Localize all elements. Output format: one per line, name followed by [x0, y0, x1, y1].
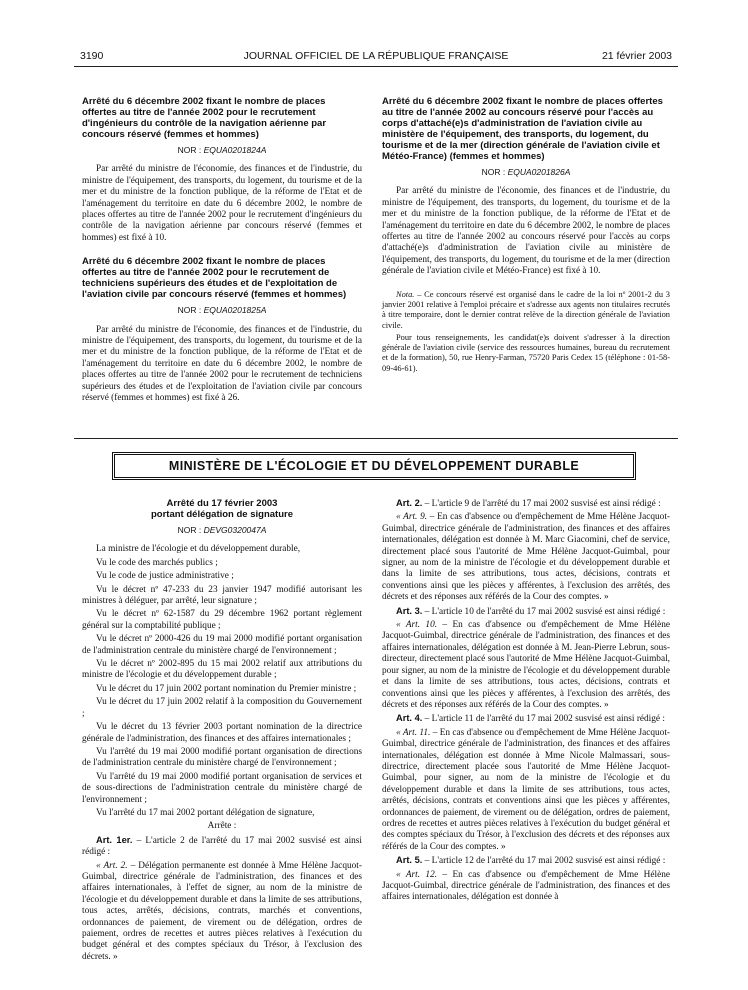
visa-11: Vu l'arrêté du 19 mai 2000 modifié portant organisation de services et de sous-directions de l'administration centrale du ministère chargé de l'environnement ;	[82, 771, 362, 805]
arrete-title-1: Arrêté du 6 décembre 2002 fixant le nombre de places offertes au titre de l'année 2002 pour le recrutement d'ingénieurs du contrôle de la navigation aérienne par concours réservé (femmes et hommes)	[82, 96, 327, 140]
arrete-body-1: Par arrêté du ministre de l'économie, des finances et de l'industrie, du ministre de l'équipement, des transports, du logement, du tourisme et de la mer et du ministre de la fonction publique, de la réforme de l'Etat et de l'aménagement du territoire en date du 6 décembre 2002, le nombre de places offertes au titre de l'année 2002 pour le recrutement d'ingénieurs du contrôle de la navigation aérienne par concours réservé (femmes et hommes) est fixé à 10.	[82, 164, 362, 243]
section-rule	[74, 438, 678, 439]
article-5: Art. 5. – L'article 12 de l'arrêté du 17 mai 2002 susvisé est ainsi rédigé :	[396, 855, 666, 867]
article-2: Art. 2. – L'article 9 de l'arrêté du 17 mai 2002 susvisé est ainsi rédigé :	[396, 498, 661, 509]
visa-2: Vu le code de justice administrative ;	[96, 571, 234, 582]
visa-4: Vu le décret nº 62-1587 du 29 décembre 1962 portant règlement général sur la comptabilité publique ;	[82, 609, 362, 631]
running-header	[80, 50, 672, 64]
nor-reference-2: NOR : EQUA0201825A	[177, 305, 267, 316]
bottom-left-column	[82, 498, 362, 965]
decree-subtitle: portant délégation de signature	[151, 509, 293, 520]
decree-title: Arrêté du 17 février 2003	[166, 498, 278, 509]
visa-9: Vu le décret du 13 février 2003 portant nomination de la directrice générale de l'administration, des finances et des affaires internationales ;	[82, 722, 362, 744]
visa-3: Vu le décret nº 47-233 du 23 janvier 1947 modifié autorisant les ministres à déléguer, par arrêté, leur signature ;	[82, 584, 362, 607]
contact-info: Pour tous renseignements, les candidat(e)s doivent s'adresser à la direction générale de l'aviation civile (service des ressources humaines, bureau du recrutement et de la formation), 50, rue Henry-Farman, 75720 Paris Cedex 15 (téléphone : 01-58-09-46-61).	[382, 332, 670, 373]
visa-8: Vu le décret du 17 juin 2002 relatif à la composition du Gouvernement ;	[82, 697, 362, 719]
visa-7: Vu le décret du 17 juin 2002 portant nomination du Premier ministre ;	[96, 683, 357, 694]
article-4: Art. 4. – L'article 11 de l'arrêté du 17 mai 2002 susvisé est ainsi rédigé :	[396, 713, 665, 725]
article-2-quote: « Art. 9. – En cas d'absence ou d'empêchement de Mme Hélène Jacquot-Guimbal, directrice générale de l'administration, des finances et des affaires internationales, délégation est donnée à M. Marc Giacomini, chef de service, directement placé sous l'autorité de Mme Hélène Jacquot-Guimbal, pour signer, au nom de la ministre de l'écologie et du développement durable et dans la limite de ses attributions, tous actes, décisions, contrats et conventions ainsi que les pièces y afférentes, à l'exclusion des arrêtés, des décrets et des réponses aux référés de la Cour des comptes. »	[382, 512, 671, 603]
visa-5: Vu le décret nº 2000-426 du 19 mai 2000 modifié portant organisation de l'administration centrale du ministère chargé de l'environnement ;	[82, 634, 362, 656]
visa-0: La ministre de l'écologie et du développement durable,	[96, 544, 301, 555]
article-1: Art. 1er. – L'article 2 de l'arrêté du 17 mai 2002 susvisé est ainsi rédigé :	[82, 834, 363, 858]
article-3-quote: « Art. 10. – En cas d'absence ou d'empêchement de Mme Hélène Jacquot-Guimbal, directrice générale de l'administration, des finances et des affaires internationales, délégation est donnée à M. Jean-Pierre Lebrun, sous-directeur, directement placé sous l'autorité de Mme Hélène Jacquot-Guimbal, pour signer, au nom de la ministre de l'écologie et du développement durable et dans la limite de ses attributions, tous actes, décisions, contrats et conventions ainsi que les pièces y afférentes, à l'exclusion des arrêtés, des décrets et des réponses aux référés de la Cour des comptes. »	[382, 620, 670, 710]
header-rule	[74, 66, 678, 67]
visa-10: Vu l'arrêté du 19 mai 2000 modifié portant organisation de directions de l'administration centrale du ministère chargé de l'environnement ;	[82, 746, 362, 769]
ministry-heading: MINISTÈRE DE L'ÉCOLOGIE ET DU DÉVELOPPEMENT DURABLE	[112, 452, 636, 480]
arrete-title-3: Arrêté du 6 décembre 2002 fixant le nombre de places offertes au titre de l'année 2002 au concours réservé pour l'accès au corps d'attaché(e)s d'administration de l'aviation civile au ministère de l'équipement, des transports, du logement, du tourisme et de la mer (direction générale de l'aviation civile et Météo-France) (femmes et hommes)	[382, 96, 663, 162]
article-5-quote: « Art. 12. – En cas d'absence ou d'empêchement de Mme Hélène Jacquot-Guimbal, directrice générale de l'administration, des finances et des affaires internationales, délégation est donnée à	[382, 869, 670, 903]
nor-reference-3: NOR : EQUA0201826A	[481, 167, 571, 177]
publication-date: 21 février 2003	[601, 50, 672, 62]
visa-1: Vu le code des marchés publics ;	[96, 557, 218, 568]
arrete-body-2: Par arrêté du ministre de l'économie, des finances et de l'industrie, du ministre de l'équipement, des transports, du logement, du tourisme et de la mer et du ministre de la fonction publique, de la réforme de l'Etat et de l'aménagement du territoire en date du 6 décembre 2002, le nombre de places offertes au titre de l'année 2002 pour le recrutement de techniciens supérieurs des études et de l'exploitation de l'aviation civile par concours réservé (femmes et hommes) est fixé à 26.	[82, 324, 362, 404]
article-3: Art. 3. – L'article 10 de l'arrêté du 17 mai 2002 susvisé est ainsi rédigé :	[396, 605, 666, 617]
visa-6: Vu le décret nº 2002-895 du 15 mai 2002 relatif aux attributions du ministre de l'écologie et du développement durable ;	[82, 659, 362, 681]
journal-title: JOURNAL OFFICIEL DE LA RÉPUBLIQUE FRANÇAISE	[243, 50, 509, 62]
arrete-word: Arrête :	[207, 821, 237, 832]
top-right-column	[382, 96, 670, 376]
top-left-column	[82, 96, 362, 407]
visa-12: Vu l'arrêté du 17 mai 2002 portant délégation de signature,	[96, 807, 315, 818]
article-1-quote: « Art. 2. – Délégation permanente est donnée à Mme Hélène Jacquot-Guimbal, directrice générale de l'administration, des finances et des affaires internationales, à l'effet de signer, au nom de la ministre de l'écologie et du développement durable et dans la limite de ses attributions, tous actes, arrêtés, décisions, contrats, marchés et conventions, ordonnances de paiement, de virement ou de délégation, ordres de paiement, ordres de recettes et autres pièces relatives à l'exécution du budget général et des comptes spéciaux du Trésor, à l'exclusion des décrets. »	[82, 860, 362, 962]
nor-reference-1: NOR : EQUA0201824A	[177, 145, 267, 155]
nor-reference-4: NOR : DEVG0320047A	[177, 525, 267, 535]
arrete-title-2: Arrêté du 6 décembre 2002 fixant le nombre de places offertes au titre de l'année 2002 pour le recrutement de techniciens supérieurs des études et de l'exploitation de l'aviation civile par concours réservé (femmes et hommes)	[82, 256, 347, 301]
nota-note: Nota. – Ce concours réservé est organisé dans le cadre de la loi nº 2001-2 du 3 janvier 2001 relative à l'emploi précaire et s'adresse aux agents non titulaires recrutés à titre temporaire, dont le dernier contrat relève de la direction générale de l'aviation civile.	[382, 289, 670, 330]
article-4-quote: « Art. 11. – En cas d'absence ou d'empêchement de Mme Hélène Jacquot-Guimbal, directrice générale de l'administration, des finances et des affaires internationales, délégation est donnée à Mme Nicole Malmassari, sous-directrice, directement placée sous l'autorité de Mme Hélène Jacquot-Guimbal, pour signer, au nom de la ministre de l'écologie et du développement durable et dans la limite de ses attributions, tous actes, arrêtés, décisions, contrats et conventions ainsi que les pièces y afférentes, ordonnances de paiement, de virement ou de délégation, ordres de paiement, ordres de recettes et autres pièces relatives à l'exécution du budget général et des comptes spéciaux du Trésor, à l'exclusion des décrets et des réponses aux référés de la Cour des comptes. »	[382, 727, 671, 852]
page-number: 3190	[80, 50, 104, 62]
bottom-right-column	[382, 498, 670, 906]
arrete-body-3: Par arrêté du ministre de l'économie, des finances et de l'industrie, du ministre de l'équipement, des transports, du logement, du tourisme et de la mer et du ministre de la fonction publique, de la réforme de l'Etat et de l'aménagement du territoire en date du 6 décembre 2002, le nombre de places offertes au titre de l'année 2002 au concours réservé pour l'accès au corps d'attaché(e)s d'administration de l'aviation civile au ministère de l'équipement, des transports, du logement, du tourisme et de la mer (direction générale de l'aviation civile et Météo-France) est fixé à 10.	[382, 186, 670, 277]
